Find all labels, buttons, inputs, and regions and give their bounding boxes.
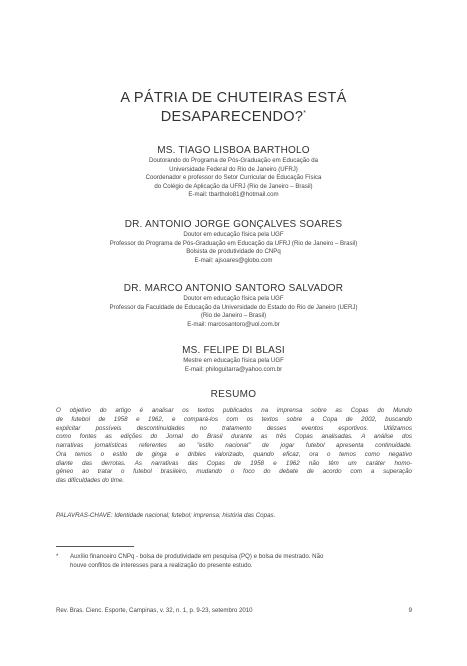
footnote: [56, 553, 412, 570]
footnote-line-1: [56, 553, 412, 562]
author-info-line: Mestre em educação física pela UGF: [183, 357, 284, 364]
footnote-divider: [56, 546, 134, 547]
author-info-line: Professor do Programa de Pós-Graduação em Educação da UFRJ (Rio de Janeiro – Brasil): [109, 239, 358, 247]
author-info-line: Universidade Federal do Rio de Janeiro (UFRJ): [169, 165, 298, 173]
abstract-line: O objetivo do artigo é analisar os textos publicados na imprensa sobre as Copas do Mundo: [56, 407, 412, 414]
title-text-1: A PÁTRIA DE CHUTEIRAS ESTÁ: [120, 90, 347, 106]
resumo-heading: RESUMO: [210, 389, 257, 400]
abstract-line: de futebol de 1958 e 1962, e compará-los com os textos sobre a Copa de 2002, buscando: [56, 415, 412, 423]
title-text-2: DESAPARECENDO?: [160, 109, 304, 125]
author-info-line: Bolsista de produtividade do CNPq: [186, 248, 281, 256]
author-email: E-mail: ajsoares@globo.com: [194, 256, 273, 264]
abstract-line: diante das derrotas. As narrativas das Copas de 1958 e 1962 não têm um caráter homo-: [56, 459, 412, 467]
footnote-line-2: houve conflitos de interesses para a realização do presente estudo.: [70, 561, 253, 569]
keywords: PALAVRAS-CHAVE: Identidade nacional; futebol; imprensa; história das Copas.: [56, 512, 276, 519]
author-info-line: Doutorando do Programa de Pós-Graduação em Educação da: [148, 157, 319, 164]
article-title-line-1: [0, 90, 467, 106]
author-email: E-mail: philoguitarra@yahoo.com.br: [184, 365, 283, 373]
author-block-2: [0, 219, 467, 265]
author-info-line: do Colégio de Aplicação da UFRJ (Rio de Janeiro – Brasil): [154, 182, 313, 190]
abstract-line: explicitar possíveis descontinuidades no tratamento desses eventos esportivos. Utilizamos: [56, 424, 412, 432]
author-email: E-mail: marcosantoro@uol.com.br: [187, 320, 280, 328]
title-footnote-marker: *: [303, 110, 307, 117]
author-info-line: Doutor em educação física pela UGF: [183, 295, 284, 302]
author-name: DR. ANTONIO JORGE GONÇALVES SOARES: [124, 219, 343, 230]
author-info-line: Coordenador e professor do Setor Curricular de Educação Física: [145, 174, 322, 182]
abstract-line: Ora temos o estilo de ginga e dribles valorizado, quando eficaz, ora o temos como negativo: [56, 450, 412, 458]
abstract-line: gêneo ao tratar o futebol brasileiro, mudando o foco do debate de acordo com a superação: [56, 468, 412, 476]
footnote-marker: *: [56, 553, 59, 560]
author-info-line: Doutor em educação física pela UGF: [183, 231, 284, 238]
author-name: DR. MARCO ANTONIO SANTORO SALVADOR: [123, 283, 344, 294]
author-email: E-mail: tbartholo81@hotmail.com: [188, 191, 279, 199]
abstract-line: como fontes as edições do Jornal do Brasil durante as três Copas analisadas. A análise dos: [56, 433, 412, 441]
abstract-line: das dificuldades do time.: [56, 477, 125, 484]
article-title-line-2: [0, 109, 467, 125]
author-info-line: (Rio de Janeiro – Brasil): [200, 312, 267, 320]
abstract-line: narrativas jornalísticas referentes ao "estilo nacional" de jogar futebol apresenta continuidade.: [56, 442, 412, 449]
author-block-3: [0, 283, 467, 329]
author-block-1: [0, 145, 467, 200]
journal-citation: Rev. Bras. Cienc. Esporte, Campinas, v. 32, n. 1, p. 9-23, setembro 2010: [56, 607, 253, 614]
footnote-text: Auxílio financeiro CNPq - bolsa de produtividade em pesquisa (PQ) e bolsa de mestrado. Não: [70, 553, 324, 560]
author-info-line: Professor da Faculdade de Educação da Universidade do Estado do Rio de Janeiro (UERJ): [109, 303, 358, 311]
page-number: 9: [408, 607, 412, 614]
author-name: MS. FELIPE DI BLASI: [182, 345, 285, 356]
abstract-body: [56, 407, 412, 486]
author-name: MS. TIAGO LISBOA BARTHOLO: [157, 145, 310, 156]
author-block-4: [0, 345, 467, 374]
